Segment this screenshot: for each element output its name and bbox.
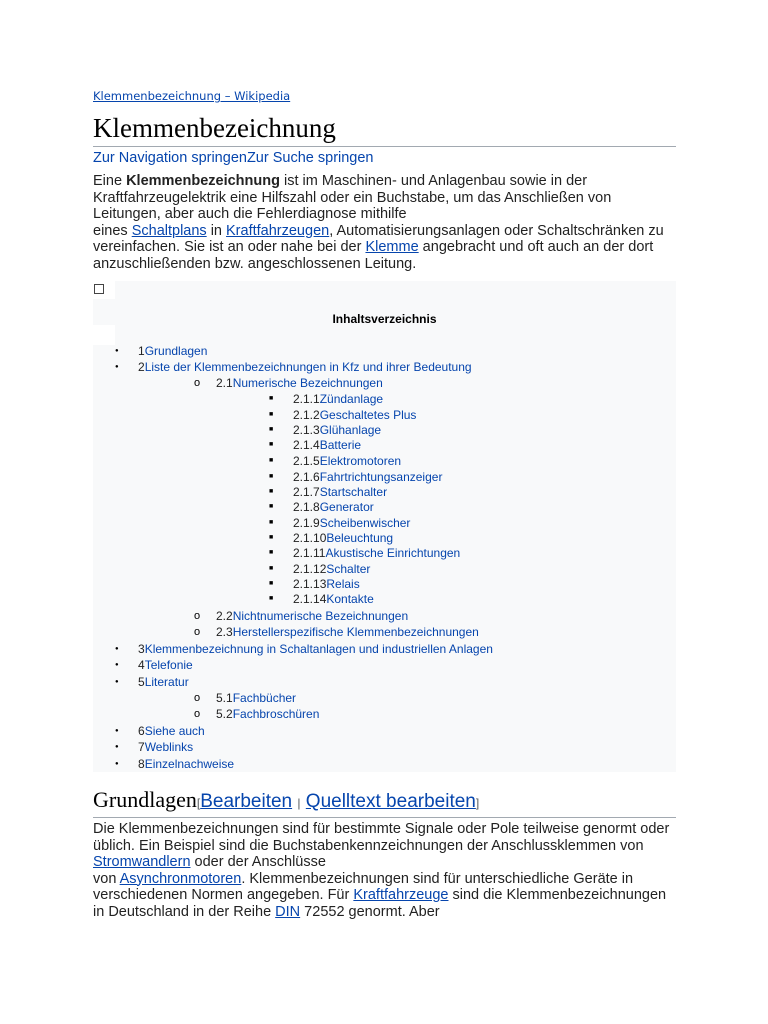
bracket-open: [ — [196, 796, 201, 810]
edit-source-link[interactable]: Quelltext bearbeiten — [305, 791, 476, 812]
toc-bullet: ■ — [269, 549, 274, 556]
para-text: Die Klemmenbezeichnungen sind für bestimmte Signale oder Pole teilweise genormt oder üblich. Ein Beispiel sind die Buchstabenkennzeichnungen der Anschlussklemmen von — [93, 821, 670, 854]
section-title: Grundlagen — [93, 787, 197, 812]
toc-bullet: ■ — [269, 503, 274, 510]
link-stromwandlern[interactable]: Stromwandlern — [93, 854, 191, 870]
toc-item[interactable] — [138, 675, 189, 689]
jump-links — [93, 150, 374, 167]
toc-number: 2.2 — [216, 609, 233, 623]
toc-bullet: ■ — [269, 426, 274, 433]
toc-link[interactable]: Nichtnumerische Bezeichnungen — [232, 609, 409, 623]
toc-item[interactable] — [216, 707, 319, 721]
toc-link[interactable]: Liste der Klemmenbezeichnungen in Kfz und ihrer Bedeutung — [144, 360, 472, 374]
toc-link[interactable]: Geschaltetes Plus — [319, 408, 417, 422]
toc-item[interactable] — [138, 642, 493, 656]
toc-bullet: ● — [115, 364, 119, 370]
toc-item[interactable] — [216, 691, 296, 705]
toc-number: 2.1.4 — [293, 438, 320, 452]
toc-item[interactable] — [293, 392, 383, 406]
edit-link[interactable]: Bearbeiten — [200, 791, 293, 812]
toc-number: 2 — [138, 360, 145, 374]
toc-bullet: o — [194, 692, 201, 704]
toc-bullet: o — [194, 708, 201, 720]
para-text: . Klemmenbezeichnungen sind für unterschiedliche Geräte in verschiedenen Normen angegeben. Für — [93, 870, 634, 903]
toc-item[interactable] — [293, 500, 374, 514]
toc-link[interactable]: Relais — [326, 577, 360, 591]
toc-number: 2.1.6 — [293, 470, 320, 484]
toc-bullet: ● — [115, 679, 119, 685]
toc-link[interactable]: Numerische Bezeichnungen — [232, 376, 383, 390]
toc-link[interactable]: Generator — [319, 500, 374, 514]
toc-link[interactable]: Grundlagen — [144, 344, 208, 358]
toc-item[interactable] — [293, 438, 361, 452]
toc-bullet: o — [194, 626, 201, 638]
intro-text: in — [206, 222, 227, 239]
toc-link[interactable]: Siehe auch — [144, 724, 205, 738]
toc-item[interactable] — [216, 625, 479, 639]
intro-text: ist im Maschinen- und Anlagenbau sowie in der Kraftfahrzeugelektrik eine Hilfszahl oder ein Buchstabe, um das Anschließen von Leitungen, aber auch die Fehlerdiagnose mithilfe — [93, 173, 612, 222]
toc-bullet: ■ — [269, 519, 274, 526]
toc-toggle-checkbox[interactable] — [94, 284, 104, 294]
toc-bullet: ■ — [269, 534, 274, 541]
toc-item[interactable] — [138, 724, 205, 738]
toc-bullet: ■ — [269, 580, 274, 587]
intro-bold-term: Klemmenbezeichnung — [126, 173, 280, 189]
toc-number: 5 — [138, 675, 145, 689]
toc-link[interactable]: Batterie — [319, 438, 362, 452]
toc-link[interactable]: Zündanlage — [319, 392, 384, 406]
edit-separator: | — [297, 796, 301, 810]
toc-bullet: ■ — [269, 411, 274, 418]
toc-link[interactable]: Einzelnachweise — [144, 757, 235, 771]
section-heading-grundlagen — [93, 786, 676, 818]
link-kraftfahrzeugen[interactable]: Kraftfahrzeugen — [226, 222, 330, 239]
toc-bullet: ● — [115, 646, 119, 652]
toc-item[interactable] — [138, 344, 207, 358]
toc-number: 2.1.13 — [293, 577, 327, 591]
toc-number: 2.1.14 — [293, 592, 327, 606]
toc-item[interactable] — [293, 531, 393, 545]
toc-item[interactable] — [293, 408, 416, 422]
toc-bullet: ■ — [269, 488, 274, 495]
toc-bullet: o — [194, 377, 201, 389]
toc-item[interactable] — [293, 516, 410, 530]
para-text: von — [93, 870, 120, 887]
toc-link[interactable]: Fahrtrichtungsanzeiger — [319, 470, 443, 484]
toc-number: 2.1.12 — [293, 562, 327, 576]
toc-number: 8 — [138, 757, 145, 771]
toc-number: 2.1.2 — [293, 408, 320, 422]
toc-number: 4 — [138, 658, 145, 672]
toc-link[interactable]: Fachbroschüren — [232, 707, 320, 721]
toc-item[interactable] — [293, 577, 360, 591]
toc-link[interactable]: Herstellerspezifische Klemmenbezeichnungen — [232, 625, 479, 639]
toc-item[interactable] — [138, 740, 193, 754]
toc-number: 2.1.7 — [293, 485, 320, 499]
toc-item[interactable] — [293, 592, 374, 606]
para-text: 72552 genormt. Aber — [300, 903, 440, 920]
intro-paragraph — [93, 173, 668, 272]
toc-number: 2.1 — [216, 376, 233, 390]
toc-link[interactable]: Klemmenbezeichnung in Schaltanlagen und industriellen Anlagen — [144, 642, 493, 656]
toc-item[interactable] — [216, 376, 383, 390]
link-schaltplans[interactable]: Schaltplans — [131, 222, 207, 239]
toc-link[interactable]: Telefonie — [144, 658, 193, 672]
toc-number: 7 — [138, 740, 145, 754]
toc-link[interactable]: Schalter — [326, 562, 371, 576]
toc-number: 2.1.10 — [293, 531, 327, 545]
toc-number: 2.3 — [216, 625, 233, 639]
bracket-close: ] — [475, 796, 480, 810]
toc-number: 5.1 — [216, 691, 233, 705]
toc-link[interactable]: Akustische Einrichtungen — [325, 546, 461, 560]
toc-number: 2.1.8 — [293, 500, 320, 514]
toc-link[interactable]: Beleuchtung — [326, 531, 394, 545]
toc-item[interactable] — [293, 485, 387, 499]
para-text: sind die Klemmenbezeichnungen in Deutschland in der Reihe — [93, 887, 667, 920]
toc-item[interactable] — [293, 562, 370, 576]
toc-title: Inhaltsverzeichnis — [332, 312, 437, 326]
edit-section-links — [197, 791, 479, 812]
link-kraftfahrzeuge[interactable]: Kraftfahrzeuge — [353, 887, 449, 903]
link-din[interactable]: DIN — [275, 903, 301, 920]
toc-number: 2.1.3 — [293, 423, 320, 437]
toc-bullet: ■ — [269, 457, 274, 464]
toc-number: 5.2 — [216, 707, 233, 721]
toc-link[interactable]: Kontakte — [326, 592, 374, 606]
toc-link[interactable]: Weblinks — [144, 740, 194, 754]
page-title: Klemmenbezeichnung — [93, 110, 676, 147]
intro-text: Eine — [93, 173, 127, 189]
toc-bullet: ● — [115, 728, 119, 734]
para-text: oder der Anschlüsse — [190, 854, 326, 870]
table-of-contents — [93, 281, 676, 772]
intro-text: eines — [93, 222, 132, 239]
toc-link[interactable]: Elektromotoren — [319, 454, 402, 468]
jump-to-navigation-link[interactable]: Zur Navigation springen — [93, 150, 247, 166]
toc-bullet: ● — [115, 348, 119, 354]
toc-link[interactable]: Literatur — [144, 675, 189, 689]
toc-item[interactable] — [138, 360, 472, 374]
source-link[interactable]: Klemmenbezeichnung – Wikipedia — [93, 89, 291, 103]
toc-link[interactable]: Glühanlage — [319, 423, 382, 437]
toc-item[interactable] — [293, 454, 401, 468]
toc-number: 2.1.1 — [293, 392, 320, 406]
intro-text: angebracht und oft auch an der dort anzuschließenden bzw. angeschlossenen Leitung. — [93, 239, 654, 272]
jump-to-search-link[interactable]: Zur Suche springen — [246, 150, 374, 166]
grundlagen-paragraph — [93, 821, 673, 920]
toc-bullet: ■ — [269, 441, 274, 448]
toc-bullet: ● — [115, 744, 119, 750]
toc-bullet: ● — [115, 662, 119, 668]
toc-number: 6 — [138, 724, 145, 738]
link-klemme[interactable]: Klemme — [365, 239, 419, 255]
toc-bullet: o — [194, 610, 201, 622]
toc-number: 2.1.9 — [293, 516, 320, 530]
toc-bullet: ■ — [269, 395, 274, 402]
toc-item[interactable] — [293, 546, 460, 560]
toc-link[interactable]: Startschalter — [319, 485, 388, 499]
toc-item[interactable] — [293, 423, 381, 437]
toc-item[interactable] — [138, 658, 193, 672]
toc-link[interactable]: Fachbücher — [232, 691, 297, 705]
toc-item[interactable] — [216, 609, 408, 623]
intro-text: , Automatisierungsanlagen oder Schaltschränken zu vereinfachen. Sie ist an oder nahe bei der — [93, 222, 664, 255]
toc-bullet: ■ — [269, 565, 274, 572]
link-asynchronmotoren[interactable]: Asynchronmotoren — [119, 870, 242, 887]
toc-bullet: ● — [115, 761, 119, 767]
toc-number: 3 — [138, 642, 145, 656]
toc-number: 1 — [138, 344, 145, 358]
toc-link[interactable]: Scheibenwischer — [319, 516, 411, 530]
toc-item[interactable] — [138, 757, 234, 771]
toc-number: 2.1.11 — [293, 546, 326, 560]
toc-item[interactable] — [293, 470, 442, 484]
toc-number: 2.1.5 — [293, 454, 320, 468]
toc-bullet: ■ — [269, 473, 274, 480]
toc-bullet: ■ — [269, 595, 274, 602]
